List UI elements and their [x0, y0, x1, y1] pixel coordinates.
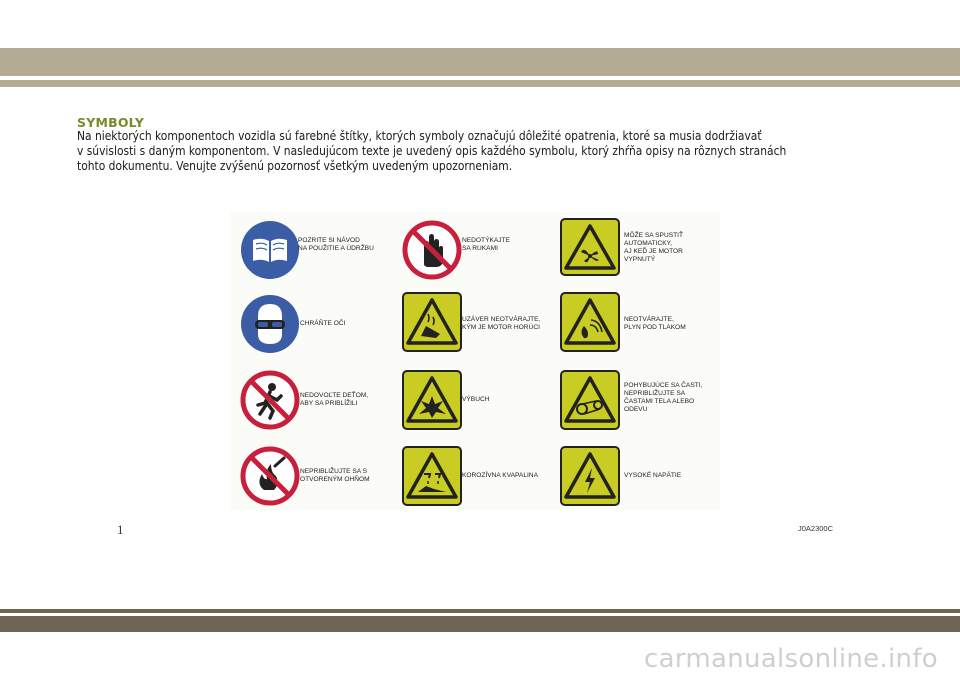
pressure-gas-icon	[560, 292, 620, 352]
symbol-label: NEPRIBLIŽUJTE SA S OTVORENÝM OHŇOM	[300, 468, 370, 483]
symbol-label: UZÁVER NEOTVÁRAJTE, KÝM JE MOTOR HORÚCI	[462, 316, 541, 331]
high-voltage-icon	[560, 446, 620, 506]
eye-protection-icon	[240, 294, 300, 354]
symbol-label: VYSOKÉ NAPÄTIE	[624, 472, 682, 479]
symbol-label: POHYBUJÚCE SA ČASTI, NEPRIBLIŽUJTE SA ČASTAMI TELA ALEBO ODEVU	[624, 382, 703, 413]
paragraph-line: Na niektorých komponentoch vozidla sú farebné štítky, ktorých symboly označujú dôležité opatrenia, ktoré sa musia dodržiavať	[77, 128, 762, 143]
symbol-label: CHRÁŇTE OČI	[300, 320, 346, 327]
symbol-label: KOROZÍVNA KVAPALINA	[462, 472, 538, 479]
moving-parts-icon	[560, 370, 620, 430]
footer-band	[0, 616, 960, 632]
fan-auto-start-icon	[560, 218, 620, 276]
corrosive-icon	[402, 446, 462, 506]
symbol-label: NEDOVOĽTE DEŤOM, ABY SA PRIBLÍŽILI	[300, 392, 369, 407]
header-rule	[0, 80, 960, 87]
no-open-flame-icon	[240, 446, 300, 506]
footer-rule	[0, 609, 960, 613]
no-hands-icon	[402, 220, 462, 280]
paragraph-line: v súvislosti s daným komponentom. V nasledujúcom texte je uvedený opis každého symbolu, ktorý zhŕňa opisy na rôznych stranách	[77, 143, 787, 158]
symbol-label: MÔŽE SA SPUSTIŤ AUTOMATICKY, AJ KEĎ JE MOTOR VYPNUTÝ	[624, 232, 683, 263]
watermark: carmanualsonline.info	[643, 644, 938, 674]
symbol-label: VÝBUCH	[462, 396, 490, 403]
hot-cap-icon	[402, 292, 462, 352]
page-number: 1	[117, 522, 124, 537]
symbols-figure	[230, 212, 720, 510]
section-paragraph	[77, 128, 877, 173]
no-children-icon	[240, 370, 300, 430]
manual-book-icon	[240, 220, 300, 280]
section-heading: SYMBOLY	[77, 115, 145, 130]
header-band	[0, 48, 960, 76]
explosion-icon	[402, 370, 462, 430]
paragraph-line: tohto dokumentu. Venujte zvýšenú pozornosť všetkým uvedeným upozorneniam.	[77, 158, 513, 173]
symbol-label: NEDOTÝKAJTE SA RUKAMI	[462, 237, 510, 252]
figure-code: J0A2300C	[798, 524, 834, 533]
symbol-label: POZRITE SI NÁVOD NA POUŽITIE A ÚDRŽBU	[298, 237, 374, 252]
symbol-label: NEOTVÁRAJTE, PLYN POD TLAKOM	[624, 316, 686, 331]
